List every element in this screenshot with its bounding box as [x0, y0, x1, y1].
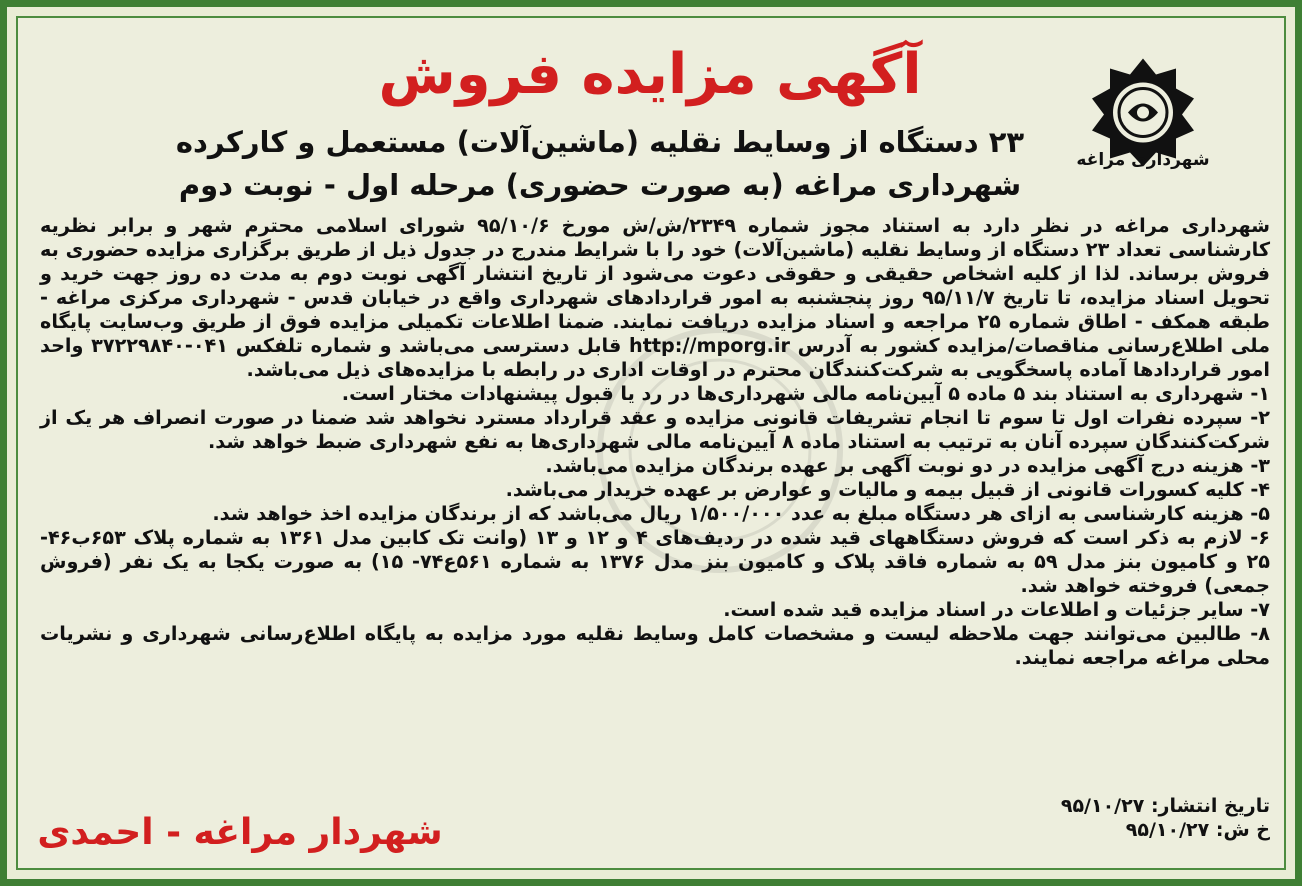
- condition-item: ۶- لازم به ذکر است که فروش دستگاههای قید شده در ردیف‌های ۴ و ۱۲ و ۱۳ (وانت تک کابین مدل ۱۳۶۱ به شماره پلاک ۶۵۳ب۴۶- ۲۵ و کامیون بنز مدل ۵۹ به شماره فاقد پلاک و کامیون بنز مدل ۱۳۷۶ به شماره ۵۶۱ع۷۴- ۱۵) به صورت یکجا به یک نفر (فروش جمعی) فروخته خواهد شد.: [40, 526, 1270, 597]
- mayor-signature: شهردار مراغه - احمدی: [37, 812, 443, 853]
- intro-tail: قابل دسترسی می‌باشد و شماره تلفکس ۰۴۱-۳۷۲۲۹۸۴۰ واحد امور قراردادها آماده پاسخگویی به شرکت‌کنندگان محترم در اوقات اداری در رابطه با مزایده‌های ذیل می‌باشد.: [40, 334, 1270, 381]
- condition-item: ۵- هزینه کارشناسی به ازای هر دستگاه مبلغ به عدد ۱/۵۰۰/۰۰۰ ریال می‌باشد که از برندگان مزایده اخذ خواهد شد.: [212, 502, 1270, 525]
- intro-text: شهرداری مراغه در نظر دارد به استناد مجوز شماره ۲۳۴۹/ش/ش مورخ ۹۵/۱۰/۶ شورای اسلامی محترم شهر و برابر نظریه کارشناسی تعداد ۲۳ دستگاه از وسایط نقلیه (ماشین‌آلات) خود را با شرایط مندرج در جدول ذیل از طریق برگزاری مزایده حضوری به فروش برساند. لذا از کلیه اشخاص حقیقی و حقوقی دعوت می‌شود از تاریخ انتشار آگهی نوبت دوم به مدت ده روز جهت خرید و تحویل اسناد مزایده، تا تاریخ ۹۵/۱۱/۷ روز پنجشنبه به امور قراردادهای شهرداری واقع در خیابان قدس - شهرداری مرکزی مراغه - طبقه همکف - اطاق شماره ۲۵ مراجعه و اسناد مزایده دریافت نمایند. ضمنا اطلاعات تکمیلی مزایده فوق از طریق وب‌سایت پایگاه ملی اطلاع‌رسانی مناقصات/مزایده کشور به آدرس: [40, 214, 1270, 357]
- condition-item: ۳- هزینه درج آگهی مزایده در دو نوبت آگهی بر عهده برندگان مزایده می‌باشد.: [545, 454, 1270, 477]
- condition-item: ۸- طالبین می‌توانند جهت ملاحظه لیست و مشخصات کامل وسایط نقلیه مورد مزایده به پایگاه اطلاع‌رسانی شهرداری و نشریات محلی مراغه مراجعه نمایند.: [40, 622, 1270, 669]
- website-link[interactable]: http://mporg.ir: [629, 334, 790, 357]
- condition-item: ۱- شهرداری به استناد بند ۵ ماده ۵ آیین‌نامه مالی شهرداری‌ها در رد یا قبول پیشنهادات مختار است.: [341, 382, 1270, 405]
- logo-caption: شهرداری مراغه: [1076, 150, 1210, 170]
- condition-item: ۲- سپرده نفرات اول تا سوم تا انجام تشریفات قانونی مزایده و عقد قرارداد مسترد نخواهد شد ضمنا در صورت انصراف هر یک از شرکت‌کنندگان سپرده آنان به ترتیب به استناد ماده ۸ آیین‌نامه مالی شهرداری‌ها به نفع شهرداری ضبط خواهد شد.: [40, 406, 1270, 453]
- kh-sh-date: خ ش: ۹۵/۱۰/۲۷: [1125, 819, 1270, 841]
- intro-paragraph: [40, 214, 1270, 382]
- subtitle-line-1: ۲۳ دستگاه از وسایط نقلیه (ماشین‌آلات) مستعمل و کارکرده: [175, 125, 1025, 159]
- condition-item: ۴- کلیه کسورات قانونی از قبیل بیمه و مالیات و عوارض بر عهده خریدار می‌باشد.: [505, 478, 1270, 501]
- condition-item: ۷- سایر جزئیات و اطلاعات در اسناد مزایده قید شده است.: [723, 598, 1270, 621]
- subtitle-line-2: شهرداری مراغه (به صورت حضوری) مرحله اول - نوبت دوم: [178, 168, 1022, 202]
- ad-body: [40, 214, 1270, 670]
- date-block: [1060, 794, 1270, 842]
- publish-date: تاریخ انتشار: ۹۵/۱۰/۲۷: [1060, 795, 1270, 817]
- ad-title: آگهی مزایده فروش: [378, 42, 922, 107]
